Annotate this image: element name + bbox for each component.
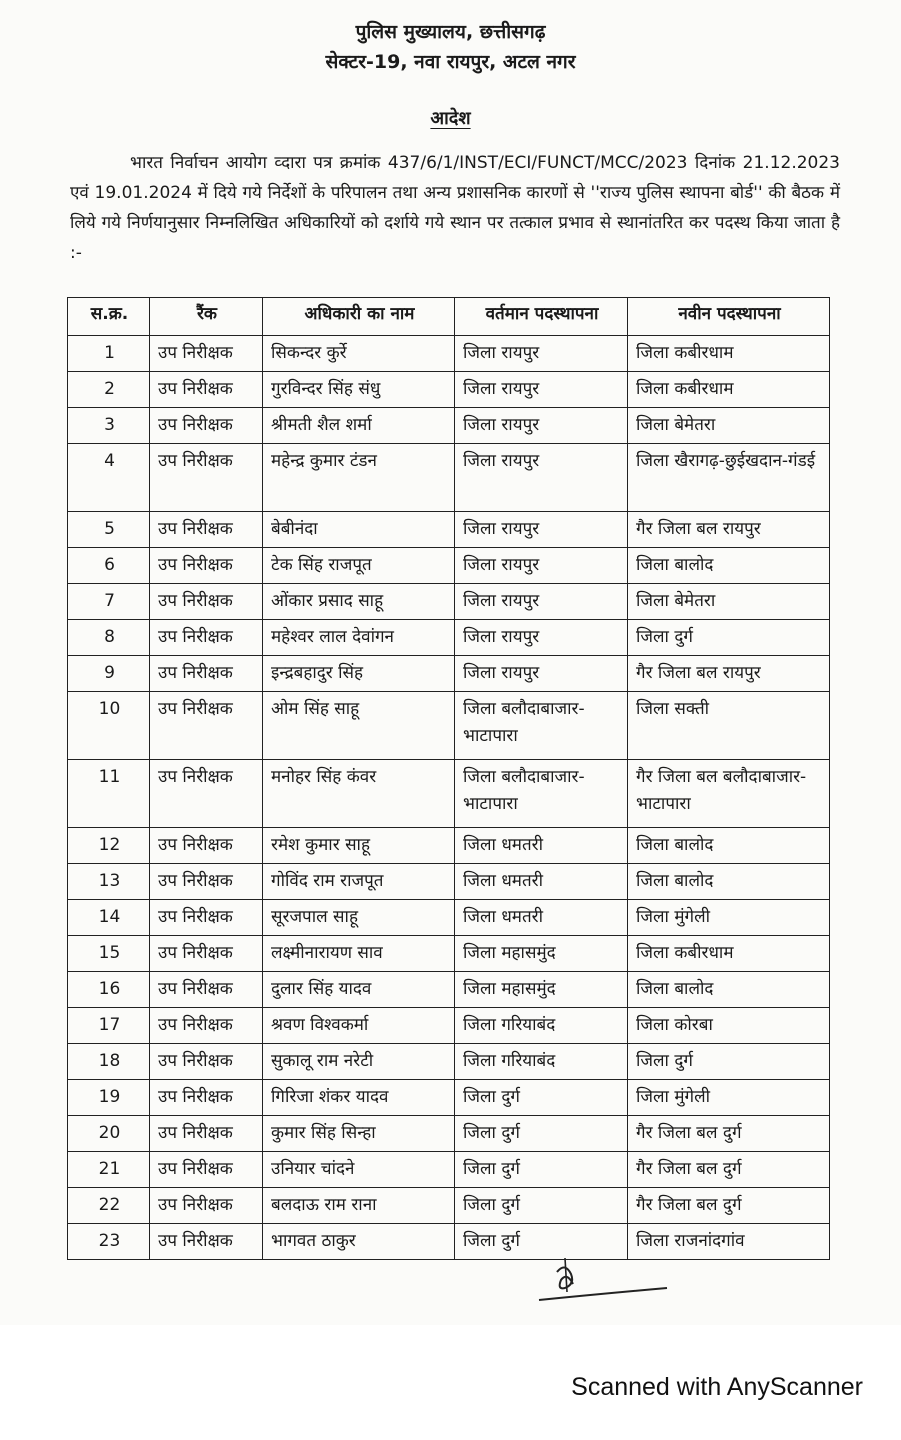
- table-row: [68, 828, 830, 864]
- col-header-current-posting: वर्तमान पदस्थापना: [455, 298, 628, 336]
- cell-new-posting: जिला राजनांदगांव: [628, 1224, 830, 1260]
- cell-officer-name: गुरविन्दर सिंह संधु: [263, 372, 455, 408]
- table-row: [68, 548, 830, 584]
- cell-officer-name: उनियार चांदने: [263, 1152, 455, 1188]
- cell-officer-name: रमेश कुमार साहू: [263, 828, 455, 864]
- table-row: [68, 1152, 830, 1188]
- cell-rank: उप निरीक्षक: [150, 1116, 263, 1152]
- table-row: [68, 1080, 830, 1116]
- cell-new-posting: जिला कबीरधाम: [628, 336, 830, 372]
- cell-new-posting: गैर जिला बल दुर्ग: [628, 1116, 830, 1152]
- cell-current-posting: जिला बलौदाबाजार-भाटापारा: [455, 692, 628, 760]
- cell-serial: 21: [68, 1152, 150, 1188]
- cell-officer-name: दुलार सिंह यादव: [263, 972, 455, 1008]
- cell-current-posting: जिला रायपुर: [455, 548, 628, 584]
- cell-current-posting: जिला दुर्ग: [455, 1080, 628, 1116]
- cell-serial: 6: [68, 548, 150, 584]
- cell-serial: 1: [68, 336, 150, 372]
- cell-current-posting: जिला रायपुर: [455, 620, 628, 656]
- table-row: [68, 760, 830, 828]
- order-title-text: आदेश: [430, 108, 471, 129]
- cell-rank: उप निरीक्षक: [150, 1044, 263, 1080]
- cell-officer-name: सुकालू राम नरेटी: [263, 1044, 455, 1080]
- cell-serial: 11: [68, 760, 150, 828]
- cell-rank: उप निरीक्षक: [150, 584, 263, 620]
- cell-new-posting: जिला कोरबा: [628, 1008, 830, 1044]
- header-line-1: पुलिस मुख्यालय, छत्तीसगढ़: [355, 21, 546, 43]
- table-row: [68, 864, 830, 900]
- cell-officer-name: गिरिजा शंकर यादव: [263, 1080, 455, 1116]
- signature: [535, 1250, 675, 1310]
- order-title: [0, 106, 901, 130]
- cell-rank: उप निरीक्षक: [150, 656, 263, 692]
- cell-officer-name: बेबीनंदा: [263, 512, 455, 548]
- table-header-row: [68, 298, 830, 336]
- header-line-2: सेक्टर-19, नवा रायपुर, अटल नगर: [325, 51, 576, 73]
- cell-new-posting: जिला सक्ती: [628, 692, 830, 760]
- table-body: [68, 336, 830, 1260]
- cell-rank: उप निरीक्षक: [150, 512, 263, 548]
- cell-rank: उप निरीक्षक: [150, 900, 263, 936]
- cell-rank: उप निरीक्षक: [150, 620, 263, 656]
- cell-current-posting: जिला रायपुर: [455, 584, 628, 620]
- cell-current-posting: जिला धमतरी: [455, 828, 628, 864]
- cell-new-posting: जिला दुर्ग: [628, 620, 830, 656]
- col-header-serial: स.क्र.: [68, 298, 150, 336]
- cell-new-posting: जिला कबीरधाम: [628, 372, 830, 408]
- cell-new-posting: जिला बेमेतरा: [628, 408, 830, 444]
- cell-rank: उप निरीक्षक: [150, 760, 263, 828]
- table-row: [68, 444, 830, 512]
- cell-rank: उप निरीक्षक: [150, 864, 263, 900]
- cell-rank: उप निरीक्षक: [150, 936, 263, 972]
- cell-current-posting: जिला धमतरी: [455, 864, 628, 900]
- cell-serial: 7: [68, 584, 150, 620]
- cell-officer-name: महेन्द्र कुमार टंडन: [263, 444, 455, 512]
- table-row: [68, 620, 830, 656]
- cell-serial: 10: [68, 692, 150, 760]
- table-row: [68, 1224, 830, 1260]
- cell-new-posting: जिला मुंगेली: [628, 900, 830, 936]
- cell-current-posting: जिला गरियाबंद: [455, 1008, 628, 1044]
- cell-rank: उप निरीक्षक: [150, 444, 263, 512]
- cell-officer-name: भागवत ठाकुर: [263, 1224, 455, 1260]
- cell-serial: 8: [68, 620, 150, 656]
- cell-new-posting: जिला बालोद: [628, 828, 830, 864]
- cell-serial: 3: [68, 408, 150, 444]
- table-row: [68, 936, 830, 972]
- table-row: [68, 692, 830, 760]
- cell-current-posting: जिला धमतरी: [455, 900, 628, 936]
- cell-rank: उप निरीक्षक: [150, 1080, 263, 1116]
- table-row: [68, 512, 830, 548]
- cell-new-posting: गैर जिला बल बलौदाबाजार- भाटापारा: [628, 760, 830, 828]
- cell-officer-name: श्रवण विश्वकर्मा: [263, 1008, 455, 1044]
- cell-current-posting: जिला दुर्ग: [455, 1152, 628, 1188]
- cell-rank: उप निरीक्षक: [150, 692, 263, 760]
- cell-rank: उप निरीक्षक: [150, 1188, 263, 1224]
- col-header-new-posting: नवीन पदस्थापना: [628, 298, 830, 336]
- table-row: [68, 336, 830, 372]
- cell-current-posting: जिला रायपुर: [455, 444, 628, 512]
- cell-officer-name: टेक सिंह राजपूत: [263, 548, 455, 584]
- cell-officer-name: सिकन्दर कुर्रे: [263, 336, 455, 372]
- cell-officer-name: सूरजपाल साहू: [263, 900, 455, 936]
- cell-rank: उप निरीक्षक: [150, 548, 263, 584]
- cell-serial: 5: [68, 512, 150, 548]
- cell-current-posting: जिला बलौदाबाजार-भाटापारा: [455, 760, 628, 828]
- cell-new-posting: गैर जिला बल रायपुर: [628, 656, 830, 692]
- cell-officer-name: गोविंद राम राजपूत: [263, 864, 455, 900]
- table-row: [68, 1008, 830, 1044]
- scanner-watermark: Scanned with AnyScanner: [571, 1373, 863, 1401]
- cell-serial: 14: [68, 900, 150, 936]
- cell-serial: 16: [68, 972, 150, 1008]
- cell-rank: उप निरीक्षक: [150, 972, 263, 1008]
- cell-current-posting: जिला रायपुर: [455, 372, 628, 408]
- cell-serial: 4: [68, 444, 150, 512]
- table-row: [68, 372, 830, 408]
- order-paragraph: भारत निर्वाचन आयोग व्दारा पत्र क्रमांक 437/6/1/INST/ECI/FUNCT/MCC/2023 दिनांक 21.12.2023 एवं 19.01.2024 में दिये गये निर्देशों के परिपालन तथा अन्य प्रशासनिक कारणों से ''राज्य पुलिस स्थापना बोर्ड'' की बैठक में लिये गये निर्णयानुसार निम्नलिखित अधिकारियों को दर्शाये गये स्थान पर तत्काल प्रभाव से स्थानांतरित कर पदस्थ किया जाता है :-: [70, 153, 840, 263]
- cell-rank: उप निरीक्षक: [150, 336, 263, 372]
- table-row: [68, 408, 830, 444]
- cell-new-posting: जिला बेमेतरा: [628, 584, 830, 620]
- cell-officer-name: इन्द्रबहादुर सिंह: [263, 656, 455, 692]
- cell-current-posting: जिला रायपुर: [455, 408, 628, 444]
- cell-current-posting: जिला रायपुर: [455, 336, 628, 372]
- cell-officer-name: कुमार सिंह सिन्हा: [263, 1116, 455, 1152]
- cell-new-posting: जिला बालोद: [628, 864, 830, 900]
- cell-serial: 13: [68, 864, 150, 900]
- cell-new-posting: जिला खैरागढ़-छुईखदान-गंडई: [628, 444, 830, 512]
- cell-rank: उप निरीक्षक: [150, 828, 263, 864]
- cell-rank: उप निरीक्षक: [150, 372, 263, 408]
- table-row: [68, 1044, 830, 1080]
- cell-officer-name: महेश्वर लाल देवांगन: [263, 620, 455, 656]
- table-row: [68, 900, 830, 936]
- cell-new-posting: गैर जिला बल दुर्ग: [628, 1188, 830, 1224]
- cell-current-posting: जिला रायपुर: [455, 656, 628, 692]
- cell-serial: 15: [68, 936, 150, 972]
- table-row: [68, 1188, 830, 1224]
- cell-rank: उप निरीक्षक: [150, 408, 263, 444]
- cell-current-posting: जिला रायपुर: [455, 512, 628, 548]
- cell-officer-name: ओम सिंह साहू: [263, 692, 455, 760]
- cell-serial: 9: [68, 656, 150, 692]
- cell-serial: 22: [68, 1188, 150, 1224]
- cell-new-posting: गैर जिला बल रायपुर: [628, 512, 830, 548]
- cell-new-posting: गैर जिला बल दुर्ग: [628, 1152, 830, 1188]
- cell-current-posting: जिला दुर्ग: [455, 1224, 628, 1260]
- table-row: [68, 972, 830, 1008]
- cell-serial: 20: [68, 1116, 150, 1152]
- cell-rank: उप निरीक्षक: [150, 1008, 263, 1044]
- cell-serial: 19: [68, 1080, 150, 1116]
- cell-rank: उप निरीक्षक: [150, 1224, 263, 1260]
- cell-new-posting: जिला बालोद: [628, 548, 830, 584]
- cell-serial: 12: [68, 828, 150, 864]
- cell-new-posting: जिला कबीरधाम: [628, 936, 830, 972]
- cell-officer-name: श्रीमती शैल शर्मा: [263, 408, 455, 444]
- cell-serial: 23: [68, 1224, 150, 1260]
- transfer-table: [67, 297, 830, 1260]
- cell-current-posting: जिला गरियाबंद: [455, 1044, 628, 1080]
- col-header-rank: रैंक: [150, 298, 263, 336]
- cell-current-posting: जिला महासमुंद: [455, 936, 628, 972]
- cell-new-posting: जिला मुंगेली: [628, 1080, 830, 1116]
- table-row: [68, 656, 830, 692]
- cell-rank: उप निरीक्षक: [150, 1152, 263, 1188]
- cell-new-posting: जिला दुर्ग: [628, 1044, 830, 1080]
- cell-serial: 2: [68, 372, 150, 408]
- cell-officer-name: बलदाऊ राम राना: [263, 1188, 455, 1224]
- cell-new-posting: जिला बालोद: [628, 972, 830, 1008]
- cell-officer-name: लक्ष्मीनारायण साव: [263, 936, 455, 972]
- cell-officer-name: ओंकार प्रसाद साहू: [263, 584, 455, 620]
- table-row: [68, 584, 830, 620]
- cell-serial: 17: [68, 1008, 150, 1044]
- cell-current-posting: जिला दुर्ग: [455, 1116, 628, 1152]
- cell-current-posting: जिला महासमुंद: [455, 972, 628, 1008]
- cell-officer-name: मनोहर सिंह कंवर: [263, 760, 455, 828]
- col-header-name: अधिकारी का नाम: [263, 298, 455, 336]
- cell-serial: 18: [68, 1044, 150, 1080]
- cell-current-posting: जिला दुर्ग: [455, 1188, 628, 1224]
- table-row: [68, 1116, 830, 1152]
